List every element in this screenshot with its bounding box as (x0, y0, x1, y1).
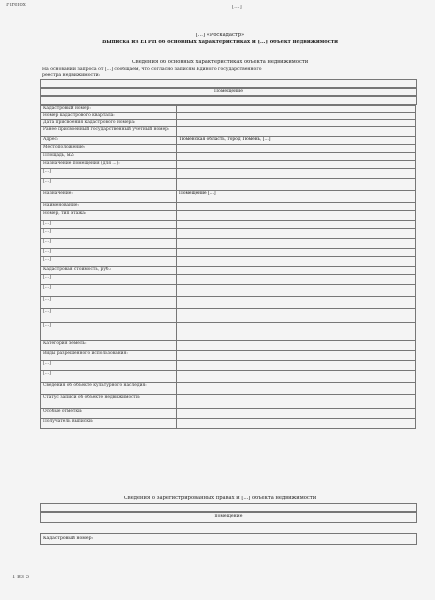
table-row (41, 351, 416, 361)
row-label: Особые отметки: (41, 409, 177, 419)
table-row (41, 137, 416, 145)
row-value (177, 351, 416, 361)
main-table (40, 105, 416, 429)
row-label: Кадастровый номер: (41, 106, 177, 113)
row-label: […] (41, 297, 177, 309)
row-label: Сведения об объекте культурного наследия: (41, 383, 177, 395)
table-row (41, 249, 416, 257)
table-row (41, 211, 416, 221)
row-label: Площадь, м2: (41, 153, 177, 161)
table-row (41, 179, 416, 191)
row-value (177, 419, 416, 429)
table-row (41, 169, 416, 179)
row-label: […] (41, 309, 177, 323)
table-row (41, 203, 416, 211)
row-value (177, 169, 416, 179)
row-value (177, 395, 416, 409)
row-label: […] (41, 275, 177, 285)
row-value (177, 361, 416, 371)
row-label: Статус записи об объекте недвижимости: (41, 395, 177, 409)
table-row (41, 161, 416, 169)
row-value: Помещение [...] (177, 191, 416, 203)
row-label: Номер, тип этажа: (41, 211, 177, 221)
row-value (177, 323, 416, 341)
row-value (177, 239, 416, 249)
table-row (41, 267, 416, 275)
row-label: Номер кадастрового квартала: (41, 113, 177, 120)
section2-heading: Сведения о зарегистрированных правах и [...] объекта недвижимости (123, 496, 317, 501)
row-value (177, 179, 416, 191)
table-row (41, 120, 416, 127)
row-value (177, 229, 416, 239)
table-row (41, 127, 416, 137)
table-row (41, 153, 416, 161)
table-row (41, 191, 416, 203)
row-value (177, 409, 416, 419)
row-value (177, 120, 416, 127)
row-label: Местоположение: (41, 145, 177, 153)
browser-label: Firefox (6, 3, 26, 8)
row-label: Назначение: (41, 191, 177, 203)
url-text[interactable]: […] (232, 5, 242, 10)
row-label: […] (41, 257, 177, 267)
table-row (41, 323, 416, 341)
row-value (177, 267, 416, 275)
row-value (177, 371, 416, 383)
row-label: […] (41, 169, 177, 179)
row-label: […] (41, 179, 177, 191)
row-value (177, 113, 416, 120)
row-label: Получатель выписки: (41, 419, 177, 429)
table-row (41, 383, 416, 395)
row-value (177, 127, 416, 137)
row-label: Категория земель: (41, 341, 177, 351)
row-label: […] (41, 239, 177, 249)
table-row (41, 145, 416, 153)
row-label: Виды разрешенного использования: (41, 351, 177, 361)
row-label: […] (41, 249, 177, 257)
section2-type-value: помещение (214, 514, 243, 519)
row-value (177, 297, 416, 309)
section2-type-box (40, 511, 417, 523)
row-label: Наименование: (41, 203, 177, 211)
row-label: Кадастровая стоимость, руб.: (41, 267, 177, 275)
row-label: […] (41, 285, 177, 297)
row-value (177, 203, 416, 211)
intro-text-2: реестра недвижимости: (42, 73, 101, 78)
row-value (177, 145, 416, 153)
row-value (177, 153, 416, 161)
table-row (41, 371, 416, 383)
section2-cad-box (40, 533, 417, 545)
table-row (41, 395, 416, 409)
table-row (41, 229, 416, 239)
table-row (41, 275, 416, 285)
row-label: […] (41, 229, 177, 239)
row-value (177, 285, 416, 297)
intro-text: На основании запроса от [...] сообщаем, что согласно записям Единого государственного (42, 67, 262, 72)
row-value (177, 161, 416, 169)
row-label: Назначение помещения (для ...): (41, 161, 177, 169)
row-label: […] (41, 371, 177, 383)
row-value (177, 249, 416, 257)
table-row (41, 113, 416, 120)
row-value (177, 309, 416, 323)
table-row (41, 309, 416, 323)
row-value: Тюменская область, город Тюмень, [...] (177, 137, 416, 145)
row-label: Ранее присвоенный государственный учетный номер: (41, 127, 177, 137)
row-label: […] (41, 323, 177, 341)
row-value (177, 106, 416, 113)
org-title: […] «Роскадастр» (195, 33, 245, 38)
sheet-number-box (40, 95, 417, 105)
table-row (41, 409, 416, 419)
row-value (177, 275, 416, 285)
row-value (177, 257, 416, 267)
table-row (41, 361, 416, 371)
table-row (41, 239, 416, 249)
doc-title: Выписка из ЕГРН об основных характеристиках и [...] объект недвижимости (102, 40, 338, 45)
row-value (177, 341, 416, 351)
row-label: Адрес: (41, 137, 177, 145)
row-value (177, 383, 416, 395)
table-row (41, 285, 416, 297)
row-label: […] (41, 221, 177, 229)
table-row (41, 341, 416, 351)
row-label: Дата присвоения кадастрового номера: (41, 120, 177, 127)
row-value (177, 211, 416, 221)
object-type-value: Помещение (214, 89, 243, 94)
table-row (41, 419, 416, 429)
section2-cad-label: Кадастровый номер: (43, 536, 94, 541)
table-row (41, 221, 416, 229)
page-number: 1 из 5 (12, 575, 30, 580)
section1-heading: Сведения об основных характеристиках объекта недвижимости (131, 60, 309, 65)
row-value (177, 221, 416, 229)
row-label: […] (41, 361, 177, 371)
table-row (41, 106, 416, 113)
table-row (41, 257, 416, 267)
table-row (41, 297, 416, 309)
